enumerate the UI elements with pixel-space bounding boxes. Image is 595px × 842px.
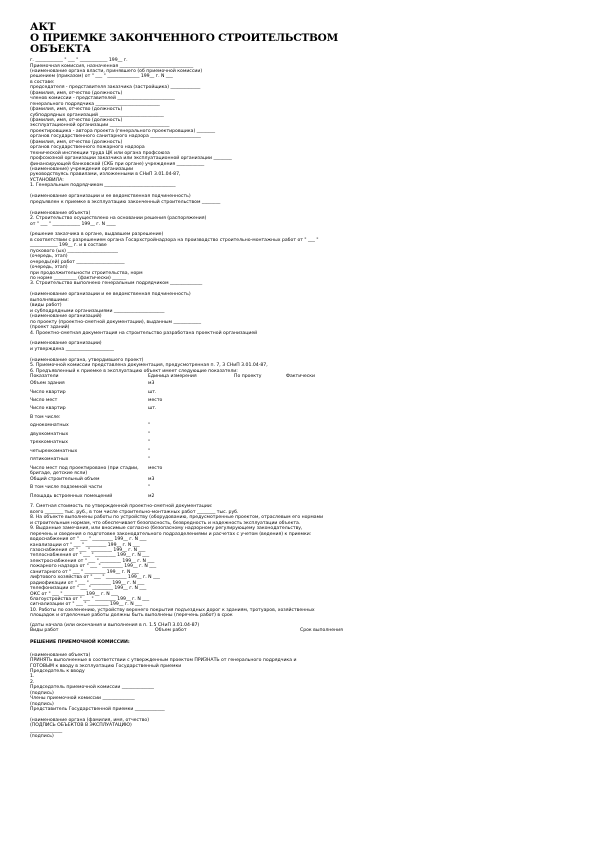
document-line: (ПОДПИСЬ ОБЪЕКТОВ В ЭКСПЛУАТАЦИЮ): [30, 723, 132, 729]
table-cell: однокомнатных: [30, 423, 69, 429]
document-line: (решение заказчика в органе, выдавшем разрешение): [30, 232, 164, 238]
table-cell: ": [148, 440, 151, 446]
document-line: (наименование органа власти, принявшего (об приемочной комиссии): [30, 68, 203, 74]
document-line: 8. На объекте выполнены работы по устройству (оборудованию, предусмотренные проектом, отраслевым его нормами: [30, 515, 324, 521]
dates-header-cell: Срок выполнения: [300, 628, 343, 634]
document-line: предъявлен к приемке в эксплуатацию законченный строительством ________: [30, 199, 221, 205]
document-line: (проект зданий): [30, 325, 70, 330]
document-line: (фамилия, имя, отчество (должность): [30, 107, 123, 113]
document-line: ____________ 199__ г. и в составе: [30, 243, 107, 249]
table-cell: м3: [148, 381, 155, 386]
document-line: по проекту (проектно-сметной документации), выданным ____________: [30, 319, 202, 325]
table-cell: трехкомнатных: [30, 440, 69, 446]
table-cell: ": [148, 457, 151, 463]
document-line: генерального подрядчика ____________________________: [30, 101, 160, 107]
table-cell: двухкомнатных: [30, 431, 69, 437]
document-line: в составе:: [30, 79, 55, 85]
document-line: УСТАНОВИЛА:: [30, 177, 64, 183]
table-cell: ": [148, 485, 151, 491]
document-line: площадок и отделочные работы должны быть выполнены (перечень работ) в срок: [30, 613, 233, 619]
document-line: эксплуатационной организации __________________________: [30, 123, 170, 129]
document-line: Приемочная комиссия, назначенная ________________________________: [30, 63, 194, 69]
document-line: 9. Выданные замечания, или вносимые согласно (безопасному надзорному регулирующему законодательству,: [30, 526, 303, 532]
table-cell: ": [148, 431, 151, 437]
document-line: 6. Предъявленный к приемке в эксплуатацию объект имеет следующие показатели:: [30, 368, 238, 374]
document-title: [30, 22, 338, 55]
document-line: технической инспекции труда ЦК или органа профсоюза: [30, 150, 170, 156]
table-cell: Площадь встроенных помещений: [30, 493, 113, 499]
document-line: (очередь, этап): [30, 265, 68, 271]
document-line: и субподрядными организациями ______________________: [30, 308, 165, 314]
document-line: (подпись): [30, 701, 54, 707]
document-line: г. ____________ " ___ " ____________ 199__ г.: [30, 58, 128, 63]
document-line: (подпись): [30, 734, 54, 740]
table-cell: Число квартир: [30, 406, 66, 412]
document-line: финансирующей банковской (СКБ при органе) учреждения ____________: [30, 161, 205, 167]
document-line: профсоюзной организации заказчика или эксплуатационной организации ________: [30, 156, 232, 162]
table-cell: Число мест: [30, 397, 58, 403]
document-line: по норме __________ (фактически) ______: [30, 276, 127, 281]
document-line: (фамилия, имя, отчество (должность): [30, 90, 123, 96]
table-cell: место: [148, 465, 163, 471]
document-line: 1.: [30, 674, 35, 680]
document-line: и строительным нормам, что обеспечивает безопасность, безвредность и надежность эксплуатации объекта.: [30, 520, 301, 526]
document-line: (наименование организации): [30, 341, 102, 347]
document-line: ПРИНЯТЬ выполненные в соответствии с утвержденным проектом ПРИЗНАТЬ от генерального подрядчика и: [30, 658, 297, 663]
table-header-cell: Единица измерения: [148, 374, 197, 380]
table-cell: ": [148, 423, 151, 429]
document-line: субподрядных организаций ____________________________: [30, 112, 164, 118]
document-line: и утверждена _____________________: [30, 346, 114, 352]
document-line: органов государственного пожарного надзора: [30, 145, 145, 151]
dates-header-cell: Виды работ: [30, 628, 59, 634]
table-cell: Число квартир: [30, 389, 66, 395]
document-line: (наименование организации и ее ведомственная подчиненность): [30, 292, 191, 298]
document-line: 7. Сметная стоимость по утвержденной проектно-сметной документации:: [30, 504, 213, 510]
document-line: очередь(ей) работ _____________________: [30, 259, 125, 265]
document-line: (очередь, этап): [30, 254, 68, 260]
table-header-cell: Показатели: [30, 374, 59, 380]
table-cell: Объем здания: [30, 381, 65, 386]
document-line: газоснабжения от " ___ " _________ 199__ г. N ___: [30, 547, 146, 553]
table-cell: м3: [148, 477, 155, 482]
document-line: теплоснабжения от " ___ " _________ 199__ г. N ___: [30, 553, 150, 559]
table-cell: В том числе:: [30, 414, 61, 420]
document-line: благоустройства от " ___ " _________ 199__ г. N ___: [30, 597, 150, 602]
document-line: (наименование объекта): [30, 652, 91, 658]
document-line: сигнализации от " ___ " _________ 199__ г. N ___: [30, 602, 142, 608]
document-line: 1. Генеральным подрядчиком _______________________________: [30, 183, 176, 189]
document-line: ОКС от " ___ " _________ 199__ г. N ___: [30, 591, 119, 597]
document-line: от " ___ " ____________ 199__ г. N ____: [30, 221, 116, 227]
document-line: 3. Строительство выполнено генеральным подрядчиком ______________: [30, 281, 203, 287]
document-line: органов государственного санитарного надзора ______________________: [30, 134, 201, 140]
document-line: пускового (ых) ______________________: [30, 248, 118, 254]
table-header-cell: Фактически: [286, 374, 316, 380]
table-cell: четырехкомнатных: [30, 448, 78, 454]
table-cell: В том числе подземной части: [30, 485, 103, 491]
dates-header-cell: Объем работ: [155, 628, 187, 634]
document-line: электроснабжения от " ___ " _________ 199__ г. N ___: [30, 558, 155, 564]
document-line: председателя - представителя заказчика (застройщика) _____________: [30, 85, 201, 91]
table-cell: место: [148, 397, 163, 403]
document-line: Председатель приемочной комиссии ______________: [30, 685, 154, 691]
document-line: членов комиссии - представителей _________________________: [30, 96, 175, 102]
document-line: 10. Работы по озеленению, устройству верхнего покрытия подъездных дорог к зданиям, тротуаров, хозяйственных: [30, 607, 315, 613]
document-line: 4. Проектно-сметная документация на строительство разработана проектной организацией: [30, 330, 258, 336]
document-line: проектировщика - автора проекта (генерального проектировщика) ________: [30, 128, 216, 134]
table-cell: м2: [148, 493, 155, 499]
document-line: ГОТОВЫМ к вводу в эксплуатацию Государственный приемки: [30, 663, 182, 669]
document-line: Председатель к вводу: [30, 668, 85, 674]
document-line: при продолжительности строительства, норм: [30, 270, 143, 276]
document-line: 2.: [30, 679, 35, 685]
document-line: решением (приказом) от " ___ " ______________ 199__ г. N ___: [30, 74, 173, 80]
document-line: РЕШЕНИЕ ПРИЕМОЧНОЙ КОМИССИИ:: [30, 639, 130, 645]
document-line: перечень и сведения о подготовке законодательного подразделениями и расчетах с учетом (ведения) к приемки:: [30, 531, 312, 537]
document-line: руководствуясь правилами, изложенными в СНиП 3.01.04-87,: [30, 172, 181, 178]
table-cell: Число мест под проектировано (при стадии, бригаде, детские ясли): [30, 465, 139, 476]
document-line: (наименование организации и ее ведомственная подчиненность): [30, 194, 191, 200]
table-cell: шт.: [148, 406, 157, 412]
title-line-2: О ПРИЕМКЕ ЗАКОНЧЕННОГО СТРОИТЕЛЬСТВОМ: [30, 32, 339, 44]
table-cell: шт.: [148, 389, 157, 395]
document-line: телефонизации от " ___ " _________ 199__ г. N ___: [30, 586, 147, 592]
document-line: выполнявшими:: [30, 297, 69, 303]
table-header-cell: По проекту: [234, 374, 262, 380]
document-line: всего ________ тыс. руб., в том числе строительно-монтажных работ ________ тыс. руб.: [30, 509, 239, 515]
document-line: (даты начала (или окончания и выполнения в п. 1.5 СНиП 3.01.04-87): [30, 622, 200, 628]
document-line: водоснабжения от " ___ " _________ 199__ г. N ___: [30, 537, 147, 542]
document-line: (наименование организаций): [30, 314, 102, 320]
document-line: 2. Строительство осуществлено на основании решения (распоряжения): [30, 216, 207, 221]
document-line: в соответствии с разрешением органа Госархстройнадзора на производство строительно-монтажных работ от " ___ ": [30, 237, 319, 243]
document-line: ______________: [30, 728, 63, 734]
document-line: (фамилия, имя, отчество (должность): [30, 118, 123, 123]
document-line: (виды работ): [30, 303, 62, 309]
table-cell: пятикомнатных: [30, 457, 69, 463]
document-line: канализации от " ___ " _________ 199__ г. N ___: [30, 542, 140, 548]
table-cell: ": [148, 448, 151, 454]
document-line: радиофикации от " ___ " _________ 199__ г. N ___: [30, 580, 145, 586]
document-line: (наименование органа (фамилия, имя, отчество): [30, 718, 149, 723]
document-line: Представитель Государственной приемки _____________: [30, 707, 165, 713]
title-line-3: ОБЪЕКТА: [30, 43, 91, 55]
document-line: (наименование объекта): [30, 210, 91, 216]
document-line: (наименование органа, утвердившего проект): [30, 357, 144, 363]
document-line: 5. Приемочной комиссии представлена документация, предусмотренная п. 7, 3 СНиП 3.01.04-87,: [30, 363, 268, 369]
document-line: (подпись): [30, 690, 54, 696]
title-line-1: АКТ: [30, 21, 56, 33]
document-line: (наименование) учреждения организации: [30, 167, 134, 172]
document-line: санитарного от " ___ " _________ 199__ г. N ___: [30, 569, 139, 575]
table-cell: Общий строительный объем: [30, 477, 100, 482]
document-line: (фамилия, имя, отчество (должность): [30, 139, 123, 145]
document-line: пожарного надзора от " ___ " _________ 199__ г. N ___: [30, 564, 157, 570]
document-line: Члены приемочной комиссии ______________: [30, 696, 135, 702]
document-line: лифтового хозяйства от " ___ " _________ 199__ г. N ___: [30, 575, 160, 581]
